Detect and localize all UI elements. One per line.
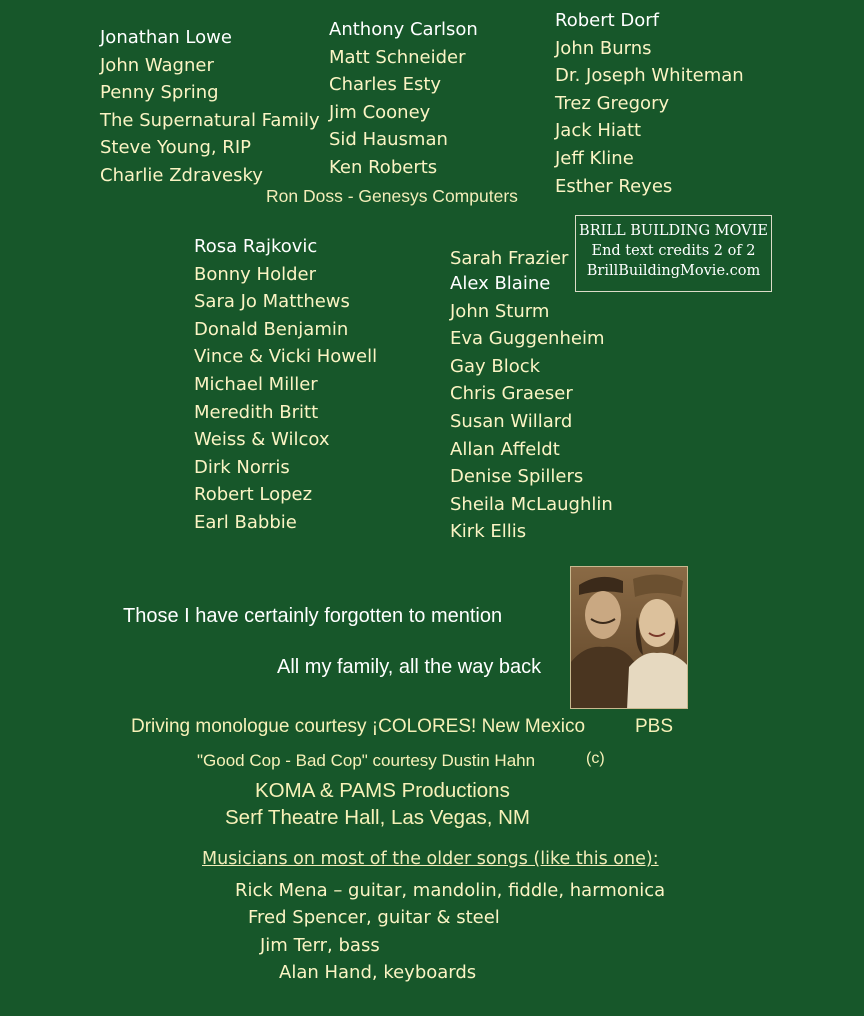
credit-name: Matt Schneider: [329, 46, 466, 68]
credit-name: Jeff Kline: [555, 147, 634, 169]
credit-name: Charles Esty: [329, 74, 442, 96]
credit-name: Penny Spring: [100, 82, 219, 104]
ron-doss-credit: Ron Doss - Genesys Computers: [266, 186, 518, 206]
sarah-frazier-credit: Sarah Frazier: [450, 248, 569, 269]
credit-name: John Wagner: [100, 54, 214, 76]
credit-name: John Sturm: [450, 300, 550, 322]
good-cop-credit: "Good Cop - Bad Cop" courtesy Dustin Hahn: [197, 751, 536, 770]
credit-name: Rosa Rajkovic: [194, 236, 318, 257]
credit-name: John Burns: [555, 37, 652, 59]
forgotten-text: Those I have certainly forgotten to mention: [123, 605, 503, 627]
credit-name: Trez Gregory: [555, 92, 670, 114]
credits-page-note: End text credits 2 of 2: [591, 243, 756, 259]
credit-name: Susan Willard: [450, 410, 573, 432]
credit-name: Ken Roberts: [329, 156, 438, 178]
credit-name: Robert Dorf: [555, 10, 660, 31]
credit-name: Michael Miller: [194, 373, 318, 395]
pbs-text: PBS: [635, 716, 674, 737]
credits-column-2: [329, 16, 478, 182]
credit-name: Donald Benjamin: [194, 318, 349, 340]
couple-photo-image: [571, 567, 688, 709]
credit-name: Robert Lopez: [194, 484, 313, 506]
credit-name: Jack Hiatt: [555, 120, 642, 142]
credit-name: Allan Affeldt: [450, 438, 560, 460]
credit-name: Steve Young, RIP: [100, 137, 251, 159]
credit-name: Denise Spillers: [450, 466, 584, 488]
credit-name: Sheila McLaughlin: [450, 493, 613, 515]
film-title: BRILL BUILDING MOVIE: [579, 223, 768, 239]
musicians-heading: Musicians on most of the older songs (like this one):: [202, 849, 659, 869]
credit-name: Kirk Ellis: [450, 521, 527, 543]
credits-column-5: [450, 270, 613, 546]
credit-name: Jonathan Lowe: [100, 27, 232, 48]
copyright-mark: (c): [586, 750, 605, 767]
musician-line-2: Fred Spencer, guitar & steel: [248, 907, 500, 928]
credit-name: Bonny Holder: [194, 263, 317, 285]
driving-monologue-credit: Driving monologue courtesy ¡COLORES! New Mexico: [131, 716, 586, 737]
website-text: BrillBuildingMovie.com: [586, 263, 761, 279]
credit-name: Vince & Vicki Howell: [194, 346, 378, 368]
credit-name: Dirk Norris: [194, 456, 290, 478]
credit-name: Dr. Joseph Whiteman: [555, 65, 744, 87]
credits-column-1: [100, 24, 320, 190]
credit-name: Gay Block: [450, 355, 541, 377]
credit-name: Sid Hausman: [329, 129, 448, 151]
credit-name: Earl Babbie: [194, 511, 297, 533]
credit-name: Chris Graeser: [450, 383, 573, 405]
credit-name: Anthony Carlson: [329, 19, 478, 40]
credit-name: Meredith Britt: [194, 401, 319, 423]
vintage-couple-photo: [570, 566, 688, 709]
credit-name: Esther Reyes: [555, 175, 673, 197]
credit-name: The Supernatural Family: [100, 109, 320, 131]
family-text: All my family, all the way back: [277, 656, 542, 678]
serf-theatre-credit: Serf Theatre Hall, Las Vegas, NM: [225, 806, 530, 829]
musician-line-1: Rick Mena – guitar, mandolin, fiddle, harmonica: [235, 880, 666, 901]
credit-name: Alex Blaine: [450, 273, 551, 294]
credit-name: Weiss & Wilcox: [194, 429, 330, 451]
musician-line-3: Jim Terr, bass: [260, 935, 380, 956]
credits-column-3: [555, 7, 744, 200]
koma-pams-credit: KOMA & PAMS Productions: [255, 779, 510, 802]
credit-name: Eva Guggenheim: [450, 328, 605, 350]
credits-column-4: [194, 233, 377, 537]
credit-name: Jim Cooney: [329, 101, 431, 123]
credit-name: Charlie Zdravesky: [100, 164, 263, 186]
credit-name: Sara Jo Matthews: [194, 291, 350, 313]
musician-line-4: Alan Hand, keyboards: [279, 962, 477, 983]
